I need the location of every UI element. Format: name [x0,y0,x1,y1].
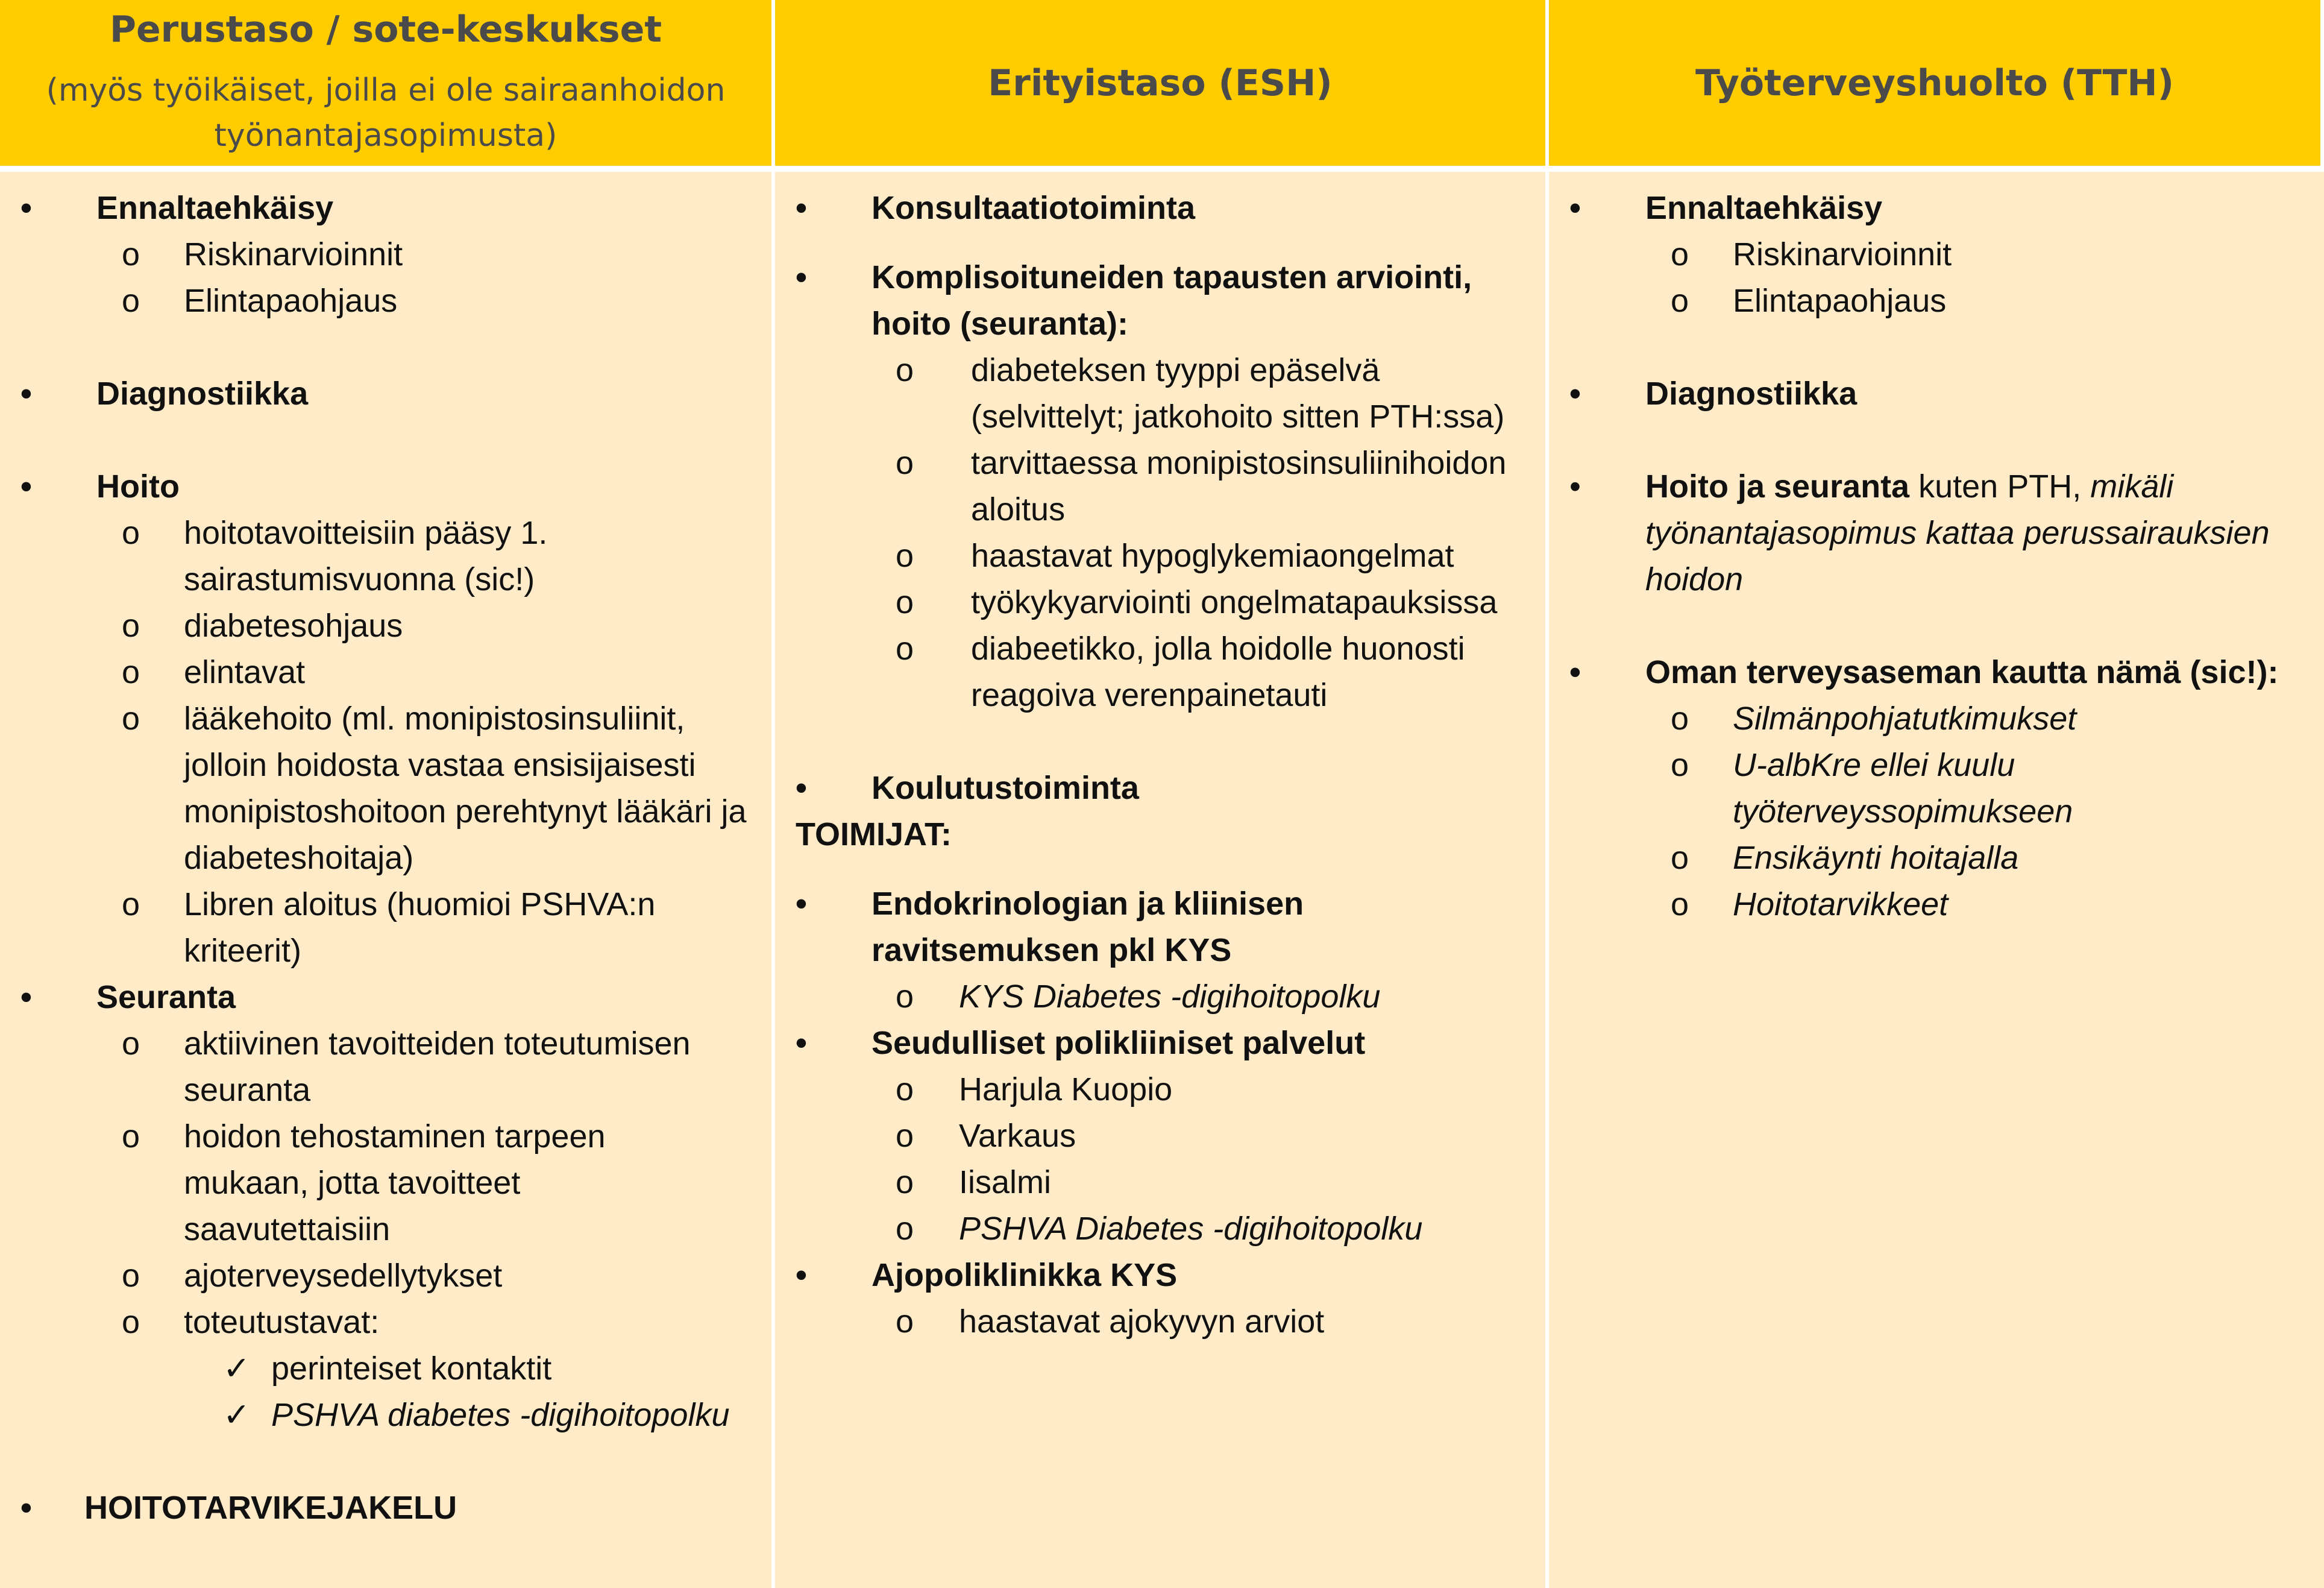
item-text: elintavat [184,654,306,690]
header-perustaso [0,0,775,172]
item-text: KYS Diabetes -digihoitopolku [959,978,1381,1015]
bullet: o [896,1211,914,1247]
item-text: hoitotavoitteisiin pääsy 1. sairastumisvuonna (sic!) [184,515,548,597]
list-item [1549,881,2324,928]
list-item [0,1392,771,1438]
list-item [0,1253,771,1299]
item-text-bold: Hoito ja seuranta [1645,468,1910,505]
header-title: Työterveyshuolto (TTH) [1695,61,2175,104]
header-subtitle: (myös työikäiset, joilla ei ole sairaanhoidon työnantajasopimusta) [46,72,726,154]
bullet: • [796,770,807,806]
item-text: Silmänpohjatutkimukset [1733,701,2077,737]
bullet: o [896,978,914,1015]
list-item [775,1206,1545,1252]
item-text: diabeteksen tyyppi epäselvä (selvittelyt; jatkohoito sitten PTH:ssa) [971,352,1505,435]
item-text: HOITOTARVIKEJAKELU [84,1490,457,1526]
list-item [775,533,1545,579]
item-text: Varkaus [959,1118,1076,1154]
item-text: Endokrinologian ja kliinisen ravitsemuksen pkl KYS [872,886,1304,968]
bullet: o [122,608,140,644]
bullet: o [122,654,140,690]
item-text: Hoito [96,468,180,505]
list-item [1549,696,2324,742]
check-icon: ✓ [223,1397,251,1433]
item-text: diabetesohjaus [184,608,403,644]
bullet: • [1569,654,1581,690]
bullet: o [896,631,914,667]
list-item [0,1485,771,1531]
check-icon: ✓ [223,1350,251,1387]
bullet: • [796,886,807,922]
item-text: haastavat ajokyvyn arviot [959,1303,1325,1340]
list-item [0,1021,771,1114]
item-text: Ensikäynti hoitajalla [1733,840,2019,876]
bullet: o [1671,283,1689,319]
bullet: o [122,236,140,273]
item-text: Ajopoliklinikka KYS [872,1257,1178,1293]
bullet: o [122,1026,140,1062]
item-text: PSHVA diabetes -digihoitopolku [271,1397,730,1433]
list-item [1549,649,2324,696]
item-text: ajoterveysedellytykset [184,1258,503,1294]
bullet: o [896,1071,914,1108]
item-text: Elintapaohjaus [1733,283,1947,319]
item-text: Oman terveysaseman kautta nämä (sic!): [1645,654,2279,690]
list-item [0,1299,771,1346]
bullet: o [896,1118,914,1154]
list-item [1549,371,2324,417]
bullet: o [1671,886,1689,922]
item-text: diabeetikko, jolla hoidolle huonosti reagoiva verenpainetauti [971,631,1465,713]
header-title: Perustaso / sote-keskukset [110,8,662,51]
bullet: o [122,886,140,922]
list-item [0,881,771,974]
cell-perustaso [0,172,775,1588]
bullet: o [122,1258,140,1294]
bullet: • [20,468,32,505]
list-item [0,649,771,696]
list-item [775,881,1545,974]
bullet: • [1569,468,1581,505]
item-text: Riskinarvioinnit [184,236,403,273]
item-text: Komplisoituneiden tapausten arviointi, hoito (seuranta): [872,259,1472,342]
bullet: o [122,701,140,737]
list-item [775,1020,1545,1067]
bullet: o [896,538,914,574]
list-item [1549,278,2324,324]
bullet: o [896,1303,914,1340]
header-title: Erityistaso (ESH) [988,61,1333,104]
bullet: o [122,283,140,319]
list-item [1549,464,2324,603]
item-text: Hoitotarvikkeet [1733,886,1949,922]
list-item [1549,835,2324,881]
item-text: Seuranta [96,979,236,1015]
toimijat-heading: TOIMIJAT: [796,816,952,852]
list-item [1549,742,2324,835]
list-item [775,626,1545,719]
item-text: aktiivinen tavoitteiden toteutumisen seuranta [184,1026,691,1108]
bullet: • [20,376,32,412]
header-tyoterveyshuolto [1549,0,2324,172]
bullet: • [796,1025,807,1061]
item-text: tarvittaessa monipistosinsuliinihoidon aloitus [971,445,1507,528]
bullet: o [1671,701,1689,737]
list-item [0,974,771,1021]
item-text: Riskinarvioinnit [1733,236,1952,273]
list-item [0,278,771,324]
bullet: • [1569,376,1581,412]
item-text: Iisalmi [959,1164,1052,1200]
cell-erityistaso [775,172,1549,1588]
item-text-italic: mikäli työnantajasopimus kattaa perussairauksien hoidon [1645,468,2270,597]
list-item [775,765,1545,811]
list-item [775,347,1545,440]
item-text: Ennaltaehkäisy [1645,190,1883,226]
list-item [775,1113,1545,1159]
list-item [0,371,771,417]
list-item [775,579,1545,626]
list-item [775,1299,1545,1345]
bullet: o [896,352,914,388]
bullet: o [122,1118,140,1155]
item-text: Ennaltaehkäisy [96,190,334,226]
bullet: o [122,1304,140,1340]
item-text: kuten PTH, [1909,468,2091,505]
item-text: Harjula Kuopio [959,1071,1173,1108]
item-text: haastavat hypoglykemiaongelmat [971,538,1454,574]
item-text: U-albKre ellei kuulu työterveyssopimukseen [1733,747,2073,830]
list-item [775,254,1545,347]
list-item [775,974,1545,1020]
bullet: • [796,190,807,226]
list-item [0,464,771,510]
item-text: Diagnostiikka [1645,376,1858,412]
item-text: Elintapaohjaus [184,283,398,319]
bullet: o [896,584,914,620]
list-item [0,603,771,649]
list-item [0,510,771,603]
item-text: Diagnostiikka [96,376,309,412]
item-text: työkykyarviointi ongelmatapauksissa [971,584,1498,620]
item-text: hoidon tehostaminen tarpeen mukaan, jotta tavoitteet saavutettaisiin [184,1118,606,1247]
item-text: Koulutustoiminta [872,770,1139,806]
item-text: Seudulliset polikliiniset palvelut [872,1025,1366,1061]
list-item [775,1159,1545,1206]
bullet: • [796,259,807,295]
bullet: • [20,1490,32,1526]
list-item [0,696,771,881]
list-item [1549,232,2324,278]
list-item [775,1067,1545,1113]
bullet: • [20,979,32,1015]
list-item [0,1346,771,1392]
list-item [775,1252,1545,1299]
item-text: toteutustavat: [184,1304,380,1340]
item-text: Libren aloitus (huomioi PSHVA:n kriteerit) [184,886,656,969]
list-item [0,1114,771,1253]
list-item [775,185,1545,232]
cell-tyoterveyshuolto [1549,172,2324,1588]
bullet: o [1671,840,1689,876]
list-item [0,185,771,232]
header-erityistaso [775,0,1549,172]
bullet: o [896,445,914,481]
item-text: Konsultaatiotoiminta [872,190,1195,226]
bullet: • [1569,190,1581,226]
list-item [1549,185,2324,232]
list-item [0,232,771,278]
item-text: PSHVA Diabetes -digihoitopolku [959,1211,1423,1247]
bullet: o [1671,236,1689,273]
bullet: • [20,190,32,226]
item-text: lääkehoito (ml. monipistosinsuliinit, jolloin hoidosta vastaa ensisijaisesti monipistoshoitoon perehtynyt lääkäri ja diabeteshoitaja) [184,701,747,876]
list-item [775,440,1545,533]
bullet: • [796,1257,807,1293]
bullet: o [122,515,140,551]
item-text: perinteiset kontaktit [271,1350,552,1387]
bullet: o [896,1164,914,1200]
bullet: o [1671,747,1689,783]
